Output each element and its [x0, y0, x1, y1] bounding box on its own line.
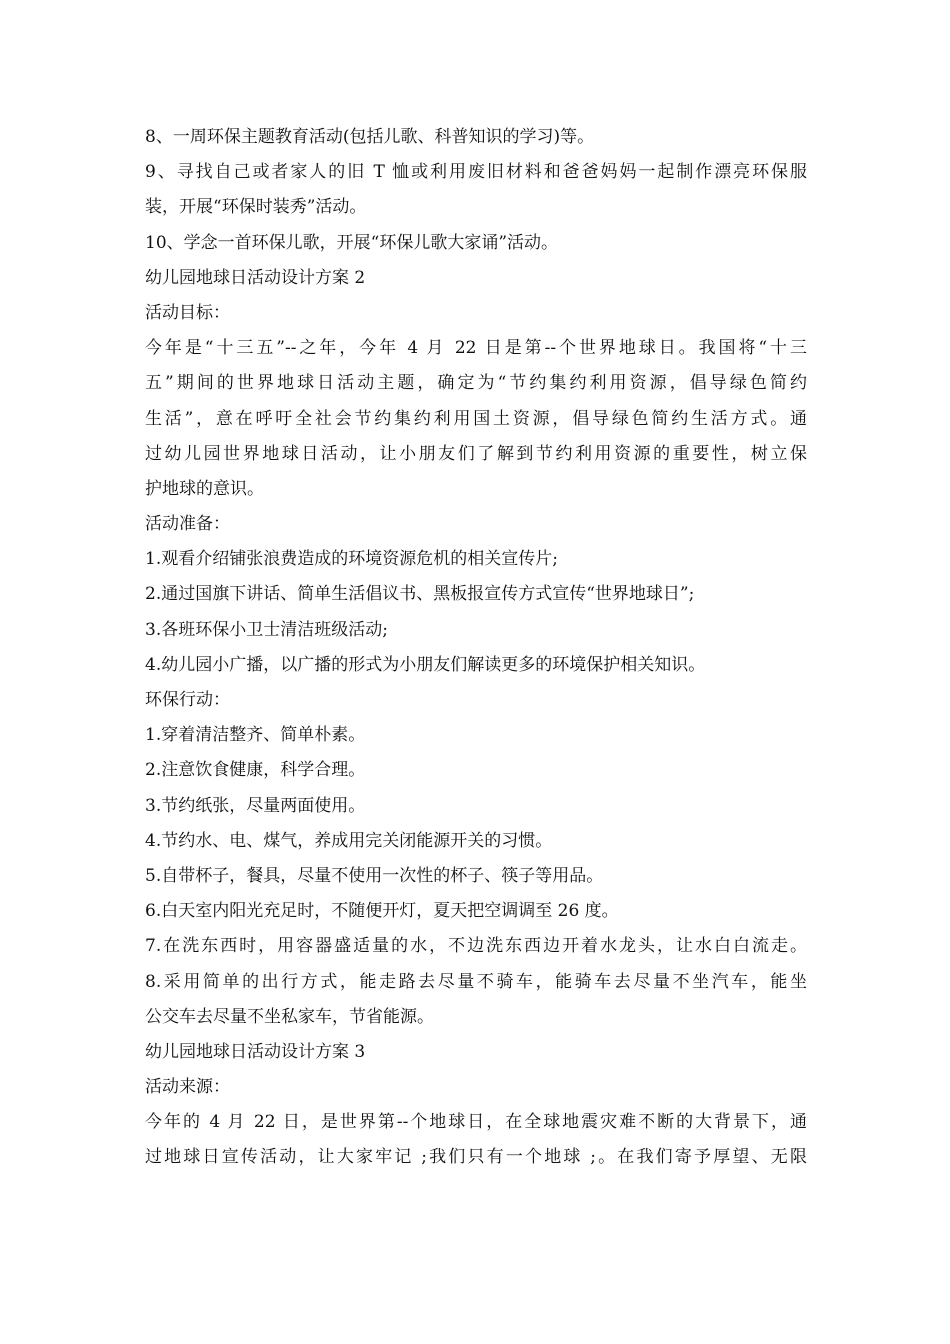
- document-page: [145, 120, 807, 1176]
- text-line: 活动目标：: [145, 302, 230, 323]
- text-line: 活动来源：: [145, 1077, 230, 1098]
- text-line: 5.自带杯子，餐具，尽量不使用一次性的杯子、筷子等用品。: [145, 865, 604, 886]
- text-line: 今年是“十三五”--之年，今年 4 月 22 日是第--个世界地球日。我国将“十三: [145, 338, 807, 359]
- text-line: 4.节约水、电、煤气，养成用完关闭能源开关的习惯。: [145, 830, 553, 851]
- text-line: 9、寻找自己或者家人的旧 T 恤或利用废旧材料和爸爸妈妈一起制作漂亮环保服: [145, 162, 807, 183]
- text-line: 生活”，意在呼吁全社会节约集约利用国土资源，倡导绿色简约生活方式。通: [145, 408, 807, 429]
- text-line: 3.节约纸张，尽量两面使用。: [145, 795, 366, 816]
- text-line: 6.白天室内阳光充足时，不随便开灯，夏天把空调调至 26 度。: [145, 901, 619, 922]
- text-line: 1.观看介绍铺张浪费造成的环境资源危机的相关宣传片;: [145, 549, 558, 570]
- text-line: 10、学念一首环保儿歌，开展“环保儿歌大家诵”活动。: [145, 232, 559, 253]
- text-line: 2.通过国旗下讲话、简单生活倡议书、黑板报宣传方式宣传“世界地球日”;: [145, 584, 695, 605]
- text-line: 过地球日宣传活动，让大家牢记 ;我们只有一个地球 ;。在我们寄予厚望、无限: [145, 1147, 807, 1168]
- text-line: 3.各班环保小卫士清洁班级活动;: [145, 619, 388, 640]
- text-line: 环保行动：: [145, 690, 230, 710]
- text-line: 活动准备：: [145, 514, 230, 535]
- text-line: 幼儿园地球日活动设计方案 2: [145, 267, 366, 288]
- text-line: 8、一周环保主题教育活动(包括儿歌、科普知识的学习)等。: [145, 127, 595, 147]
- text-line: 2.注意饮食健康，科学合理。: [145, 760, 366, 781]
- text-line: 8.采用简单的出行方式，能走路去尽量不骑车，能骑车去尽量不坐汽车，能坐: [145, 971, 807, 992]
- text-line: 护地球的意识。: [145, 478, 264, 499]
- text-line: 幼儿园地球日活动设计方案 3: [145, 1041, 366, 1062]
- text-line: 过幼儿园世界地球日活动，让小朋友们了解到节约利用资源的重要性，树立保: [145, 443, 807, 464]
- text-line: 7.在洗东西时，用容器盛适量的水，不边洗东西边开着水龙头，让水白白流走。: [145, 936, 807, 957]
- text-line: 4.幼儿园小广播，以广播的形式为小朋友们解读更多的环境保护相关知识。: [145, 654, 706, 675]
- text-line: 1.穿着清洁整齐、简单朴素。: [145, 725, 366, 746]
- text-line: 五”期间的世界地球日活动主题，确定为“节约集约利用资源，倡导绿色简约: [145, 373, 807, 394]
- text-line: 今年的 4 月 22 日，是世界第--个地球日，在全球地震灾难不断的大背景下，通: [145, 1112, 807, 1133]
- text-line: 公交车去尽量不坐私家车，节省能源。: [145, 1006, 434, 1027]
- text-line: 装，开展“环保时装秀”活动。: [145, 197, 367, 218]
